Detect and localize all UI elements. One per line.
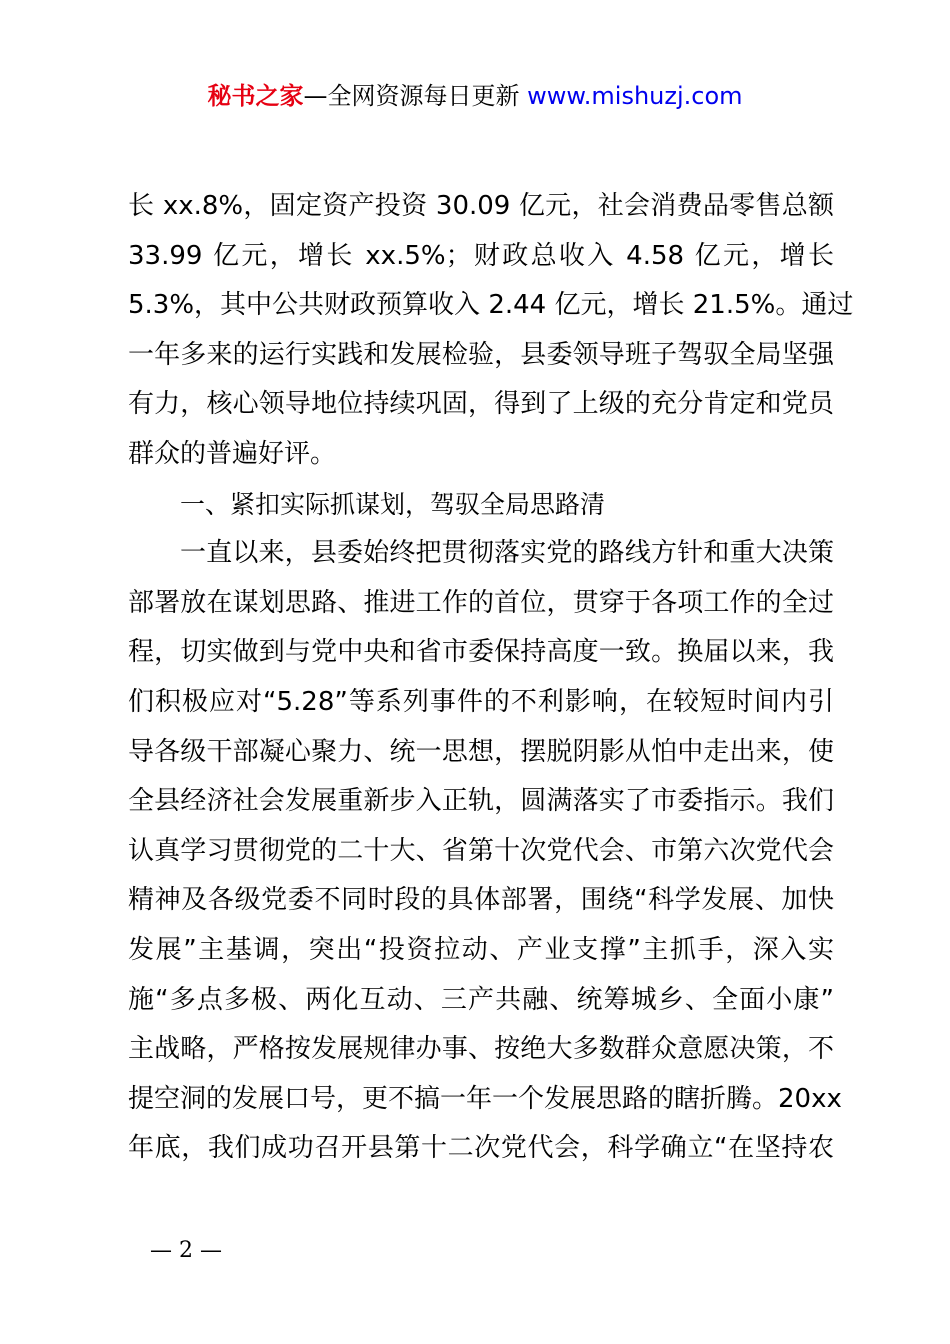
- body-line: 们积极应对“5.28”等系列事件的不利影响，在较短时间内引: [128, 686, 834, 717]
- body-line: 年底，我们成功召开县第十二次党代会，科学确立“在坚持农: [128, 1133, 834, 1164]
- body-line: 全县经济社会发展重新步入正轨，圆满落实了市委指示。我们: [128, 786, 834, 817]
- site-banner: [0, 80, 950, 112]
- body-line: 33.99 亿元，增长 xx.5%；财政总收入 4.58 亿元，增长: [128, 240, 834, 271]
- body-line: 导各级干部凝心聚力、统一思想，摆脱阴影从怕中走出来，使: [128, 736, 834, 767]
- body-line: 有力，核心领导地位持续巩固，得到了上级的充分肯定和党员: [128, 389, 834, 420]
- body-line: 精神及各级党委不同时段的具体部署，围绕“科学发展、加快: [128, 885, 834, 916]
- body-line: 施“多点多极、两化互动、三产共融、统筹城乡、全面小康”: [128, 984, 834, 1015]
- body-line: 认真学习贯彻党的二十大、省第十次党代会、市第六次党代会: [128, 835, 834, 866]
- body-line: 主战略，严格按发展规律办事、按绝大多数群众意愿决策，不: [128, 1034, 834, 1065]
- body-line: 部署放在谋划思路、推进工作的首位，贯穿于各项工作的全过: [128, 587, 834, 618]
- body-line: 一直以来，县委始终把贯彻落实党的路线方针和重大决策: [180, 538, 834, 569]
- banner-slogan: —全网资源每日更新: [303, 82, 528, 110]
- document-body: [128, 182, 854, 1174]
- body-line: 一年多来的运行实践和发展检验，县委领导班子驾驭全局坚强: [128, 339, 834, 370]
- section-heading: 一、紧扣实际抓谋划，驾驭全局思路清: [180, 489, 606, 519]
- body-line: 长 xx.8%，固定资产投资 30.09 亿元，社会消费品零售总额: [128, 191, 834, 221]
- body-line: 程，切实做到与党中央和省市委保持高度一致。换届以来，我: [128, 637, 834, 668]
- banner-url-link[interactable]: www.mishuzj.com: [527, 82, 743, 110]
- body-line: 群众的普遍好评。: [128, 438, 337, 469]
- body-line: 提空洞的发展口号，更不搞一年一个发展思路的瞎折腾。20xx: [128, 1083, 842, 1114]
- page-number: — 2 —: [150, 1238, 222, 1263]
- body-line: 5.3%，其中公共财政预算收入 2.44 亿元，增长 21.5%。通过: [128, 290, 854, 321]
- body-line: 发展”主基调，突出“投资拉动、产业支撑”主抓手，深入实: [128, 934, 834, 965]
- brand-name: 秘书之家: [207, 82, 304, 110]
